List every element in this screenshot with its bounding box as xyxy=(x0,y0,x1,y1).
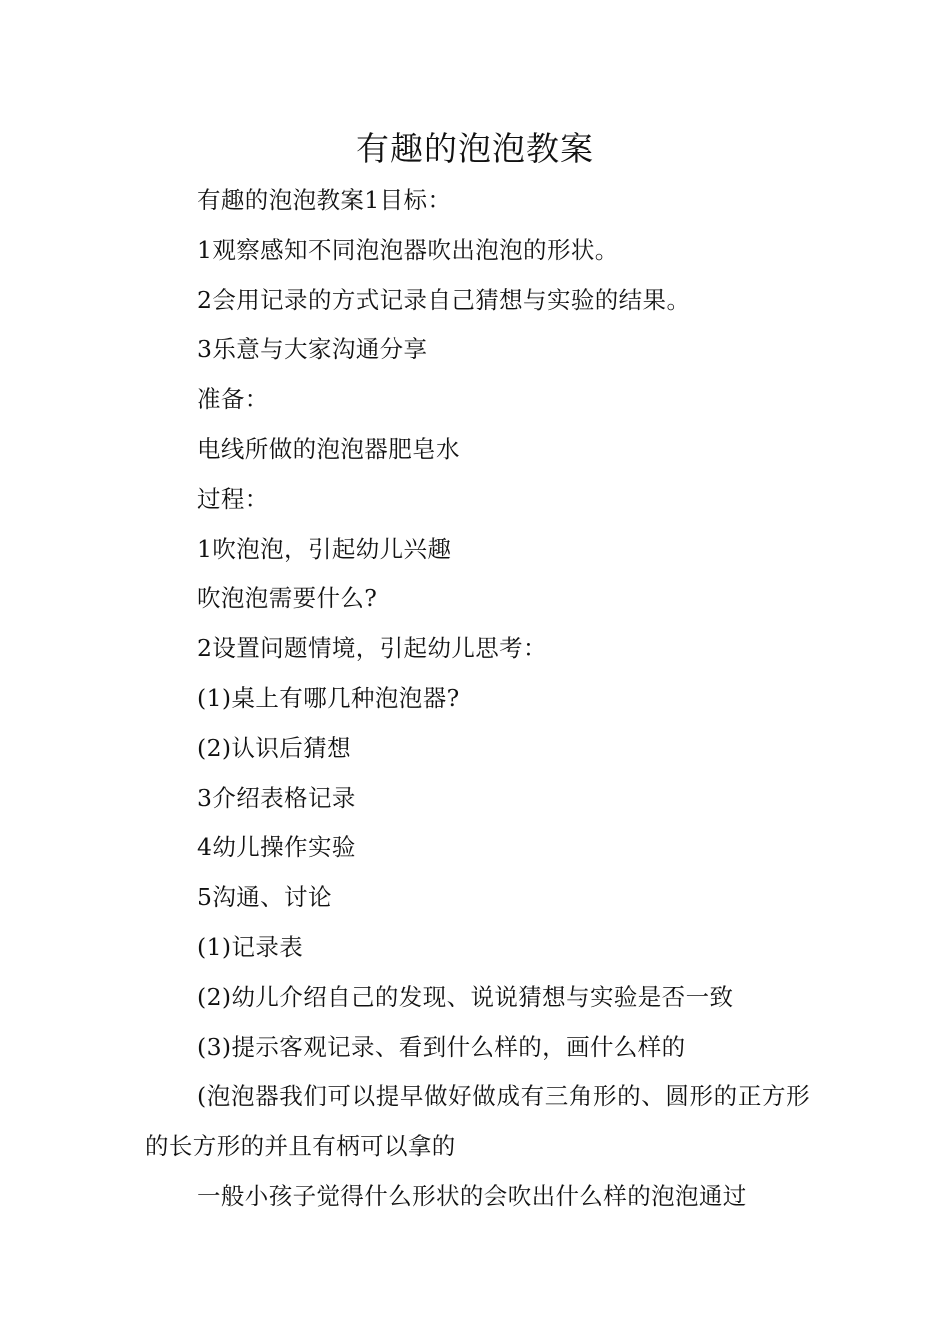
paragraph: 过程： xyxy=(197,484,269,513)
paragraph: (3)提示客观记录、看到什么样的，画什么样的 xyxy=(197,1032,686,1061)
document-body xyxy=(145,176,810,1222)
paragraph: 准备： xyxy=(197,385,269,414)
paragraph: (1)记录表 xyxy=(197,932,304,961)
paragraph: 吹泡泡需要什么? xyxy=(197,584,378,613)
paragraph: 2设置问题情境，引起幼儿思考： xyxy=(197,634,547,663)
paragraph: 3介绍表格记录 xyxy=(197,783,356,812)
paragraph: (2)认识后猜想 xyxy=(197,733,351,762)
paragraph: 2会用记录的方式记录自己猜想与实验的结果。 xyxy=(197,285,691,314)
paragraph: (1)桌上有哪几种泡泡器? xyxy=(197,683,460,712)
paragraph: 1观察感知不同泡泡器吹出泡泡的形状。 xyxy=(197,235,619,264)
paragraph: 一般小孩子觉得什么形状的会吹出什么样的泡泡通过 xyxy=(197,1181,747,1210)
paragraph: 5沟通、讨论 xyxy=(197,883,332,912)
paragraph: (泡泡器我们可以提早做好做成有三角形的、圆形的正方形的长方形的并且有柄可以拿的 xyxy=(145,1082,810,1161)
document-title: 有趣的泡泡教案 xyxy=(356,129,594,168)
paragraph: 3乐意与大家沟通分享 xyxy=(197,335,428,364)
paragraph: 4幼儿操作实验 xyxy=(197,833,356,862)
paragraph: 1吹泡泡，引起幼儿兴趣 xyxy=(197,534,452,563)
paragraph: (2)幼儿介绍自己的发现、说说猜想与实验是否一致 xyxy=(197,982,734,1011)
paragraph: 有趣的泡泡教案1目标： xyxy=(197,186,452,214)
paragraph: 电线所做的泡泡器肥皂水 xyxy=(197,434,460,463)
